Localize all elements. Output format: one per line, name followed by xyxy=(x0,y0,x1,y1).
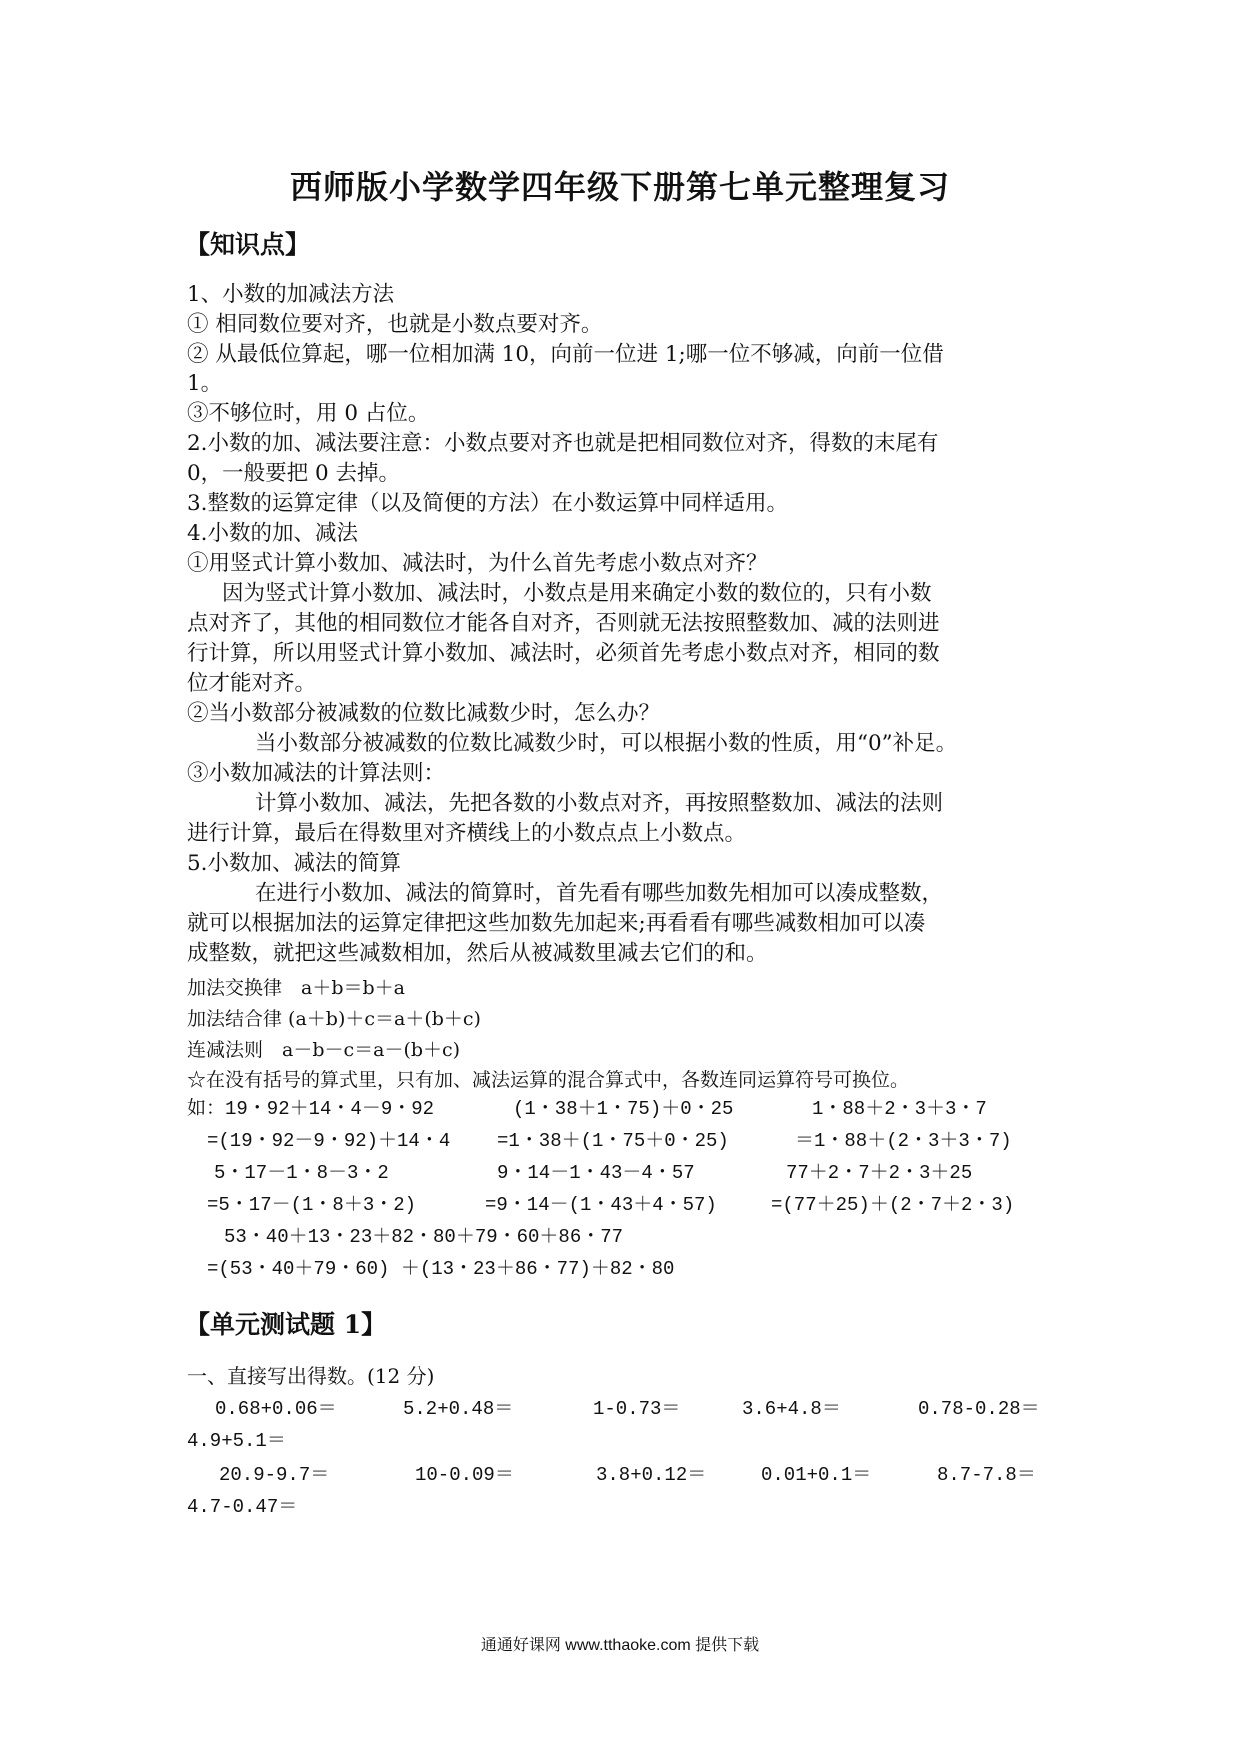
page-title: 西师版小学数学四年级下册第七单元整理复习 xyxy=(289,168,950,206)
example-expression: 77＋2・7＋2・3＋25 xyxy=(786,1162,973,1184)
exercise-item: 5.2+0.48＝ xyxy=(403,1398,514,1420)
example-expression: 53・40＋13・23＋82・80＋79・60＋86・77 xyxy=(224,1226,624,1248)
exercise-item: 0.68+0.06＝ xyxy=(215,1398,337,1420)
law-note: ☆在没有括号的算式里，只有加、减法运算的混合算式中，各数连同运算符号可换位。 xyxy=(187,1069,910,1091)
text-line: 1、小数的加减法方法 xyxy=(187,282,395,307)
text-line: 点对齐了，其他的相同数位才能各自对齐，否则就无法按照整数加、减的法则进 xyxy=(187,611,940,636)
text-line: 4.小数的加、减法 xyxy=(187,521,359,546)
law-commutative: 加法交换律 a＋b＝b＋a xyxy=(187,977,405,999)
exercise-item: 10-0.09＝ xyxy=(415,1464,514,1486)
exercise-item: 0.01+0.1＝ xyxy=(761,1464,872,1486)
example-expression: (1・38＋1・75)＋0・25 xyxy=(513,1098,734,1120)
test-heading: 【单元测试题 1】 xyxy=(185,1310,387,1339)
law-subtraction: 连减法则 a－b－c＝a－(b＋c) xyxy=(187,1039,461,1061)
text-line: 位才能对齐。 xyxy=(187,671,317,696)
text-line: 当小数部分被减数的位数比减数少时，可以根据小数的性质，用“0”补足。 xyxy=(255,731,958,756)
exercise-item: 4.9+5.1＝ xyxy=(187,1430,286,1452)
exercise-item: 3.6+4.8＝ xyxy=(742,1398,841,1420)
text-line: ②当小数部分被减数的位数比减数少时，怎么办？ xyxy=(187,701,661,726)
example-expression: ＝1・88＋(2・3＋3・7) xyxy=(795,1130,1012,1152)
text-line: 1。 xyxy=(187,371,223,396)
question-1-title: 一、直接写出得数。(12 分) xyxy=(187,1364,435,1388)
text-line: ① 相同数位要对齐，也就是小数点要对齐。 xyxy=(187,312,603,337)
example-expression: =1・38＋(1・75＋0・25) xyxy=(497,1130,729,1152)
example-expression: 5・17－1・8－3・2 xyxy=(214,1162,389,1184)
text-line: 5.小数加、减法的简算 xyxy=(187,851,402,876)
knowledge-heading: 【知识点】 xyxy=(185,230,311,259)
text-line: ② 从最低位算起，哪一位相加满 10，向前一位进 1;哪一位不够减，向前一位借 xyxy=(187,342,944,367)
text-line: 成整数，就把这些减数相加，然后从被减数里减去它们的和。 xyxy=(187,941,768,966)
text-line: ③小数加减法的计算法则： xyxy=(187,761,446,786)
example-expression: =5・17－(1・8＋3・2) xyxy=(207,1194,417,1216)
exercise-item: 0.78-0.28＝ xyxy=(918,1398,1040,1420)
text-line: 0，一般要把 0 去掉。 xyxy=(187,461,401,486)
example-expression: 9・14－1・43－4・57 xyxy=(497,1162,695,1184)
example-expression: 如：19・92＋14・4－9・92 xyxy=(187,1098,435,1120)
text-line: 因为竖式计算小数加、减法时，小数点是用来确定小数的数位的，只有小数 xyxy=(222,581,932,606)
example-expression: =(53・40＋79・60) ＋(13・23＋86・77)＋82・80 xyxy=(207,1258,675,1280)
exercise-item: 8.7-7.8＝ xyxy=(937,1464,1036,1486)
exercise-item: 20.9-9.7＝ xyxy=(219,1464,330,1486)
text-line: ③不够位时，用 0 占位。 xyxy=(187,401,430,426)
text-line: 行计算，所以用竖式计算小数加、减法时，必须首先考虑小数点对齐，相同的数 xyxy=(187,641,940,666)
example-expression: =(77＋25)＋(2・7＋2・3) xyxy=(771,1194,1015,1216)
text-line: 计算小数加、减法，先把各数的小数点对齐，再按照整数加、减法的法则 xyxy=(255,791,944,816)
exercise-item: 1-0.73＝ xyxy=(593,1398,681,1420)
example-expression: =9・14－(1・43＋4・57) xyxy=(485,1194,717,1216)
exercise-item: 4.7-0.47＝ xyxy=(187,1496,298,1518)
law-associative: 加法结合律 (a＋b)＋c＝a＋(b＋c) xyxy=(187,1008,481,1030)
text-line: 进行计算，最后在得数里对齐横线上的小数点点上小数点。 xyxy=(187,821,747,846)
text-line: 2.小数的加、减法要注意：小数点要对齐也就是把相同数位对齐，得数的末尾有 xyxy=(187,431,939,456)
exercise-item: 3.8+0.12＝ xyxy=(596,1464,707,1486)
text-line: 3.整数的运算定律（以及简便的方法）在小数运算中同样适用。 xyxy=(187,491,789,516)
example-expression: 1・88＋2・3＋3・7 xyxy=(812,1098,987,1120)
footer-credit: 通通好课网 www.tthaoke.com 提供下载 xyxy=(480,1637,760,1654)
text-line: 就可以根据加法的运算定律把这些加数先加起来;再看看有哪些减数相加可以凑 xyxy=(187,911,926,936)
text-line: 在进行小数加、减法的简算时，首先看有哪些加数先相加可以凑成整数， xyxy=(255,881,944,906)
example-expression: =(19・92－9・92)＋14・4 xyxy=(207,1130,451,1152)
text-line: ①用竖式计算小数加、减法时，为什么首先考虑小数点对齐？ xyxy=(187,551,768,576)
